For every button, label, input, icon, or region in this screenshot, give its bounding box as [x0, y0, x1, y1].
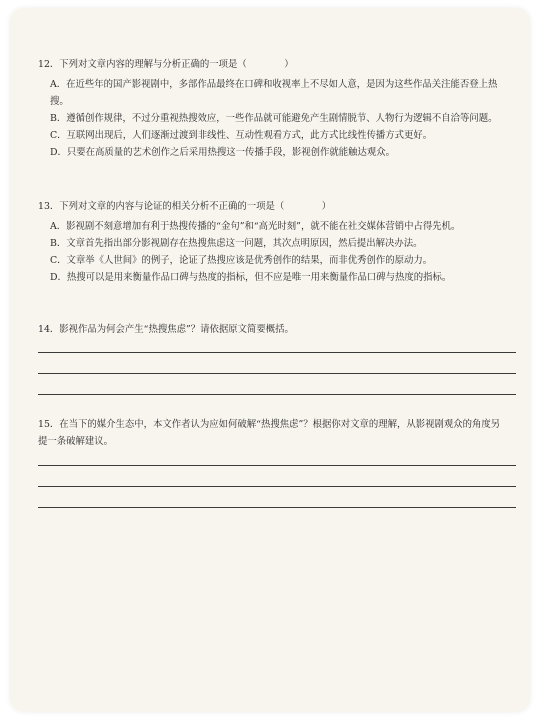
answer-line[interactable]	[38, 486, 516, 487]
option-c: C．文章举《人世间》的例子，论证了热搜应该是优秀创作的结果，而非优秀创作的原动力。	[50, 255, 433, 266]
option-d: D．热搜可以是用来衡量作品口碑与热度的指标，但不应是唯一用来衡量作品口碑与热度的指标。	[50, 272, 452, 283]
option-c: C．互联网出现后，人们逐渐过渡到非线性、互动性观看方式，此方式比线性传播方式更好。	[50, 130, 433, 141]
question-stem: 14．影视作品为何会产生“热搜焦虑”？请依据原文简要概括。	[38, 324, 294, 335]
question-stem: 13．下列对文章的内容与论证的相关分析不正确的一项是（ ）	[38, 201, 332, 212]
answer-line[interactable]	[38, 507, 516, 508]
option-b: B．遵循创作规律，不过分重视热搜效应，一些作品就可能避免产生剧情脱节、人物行为逻辑不自洽等问题。	[50, 113, 498, 124]
worksheet-page	[10, 8, 530, 712]
option-b: B．文章首先指出部分影视剧存在热搜焦虑这一问题，其次点明原因，然后提出解决办法。	[50, 238, 423, 249]
question-stem: 12．下列对文章内容的理解与分析正确的一项是（ ）	[38, 59, 294, 70]
option-a: A．在近些年的国产影视剧中，多部作品最终在口碑和收视率上不尽如人意，是因为这些作品关注能否登上热搜。	[50, 79, 498, 107]
question-stem: 15．在当下的媒介生态中，本文作者认为应如何破解“热搜焦虑”？根据你对文章的理解，从影视剧观众的角度另提一条破解建议。	[38, 419, 501, 447]
option-a: A．影视剧不刻意增加有利于热搜传播的“金句”和“高光时刻”，就不能在社交媒体营销中占得先机。	[50, 221, 461, 232]
question-14	[38, 321, 508, 338]
answer-line[interactable]	[38, 465, 516, 466]
option-d: D．只要在高质量的艺术创作之后采用热搜这一传播手段，影视创作就能触达观众。	[50, 147, 396, 158]
question-15	[38, 416, 508, 450]
question-12	[38, 56, 508, 161]
answer-line[interactable]	[38, 352, 516, 353]
answer-line[interactable]	[38, 373, 516, 374]
answer-line[interactable]	[38, 394, 516, 395]
question-13	[38, 198, 508, 286]
